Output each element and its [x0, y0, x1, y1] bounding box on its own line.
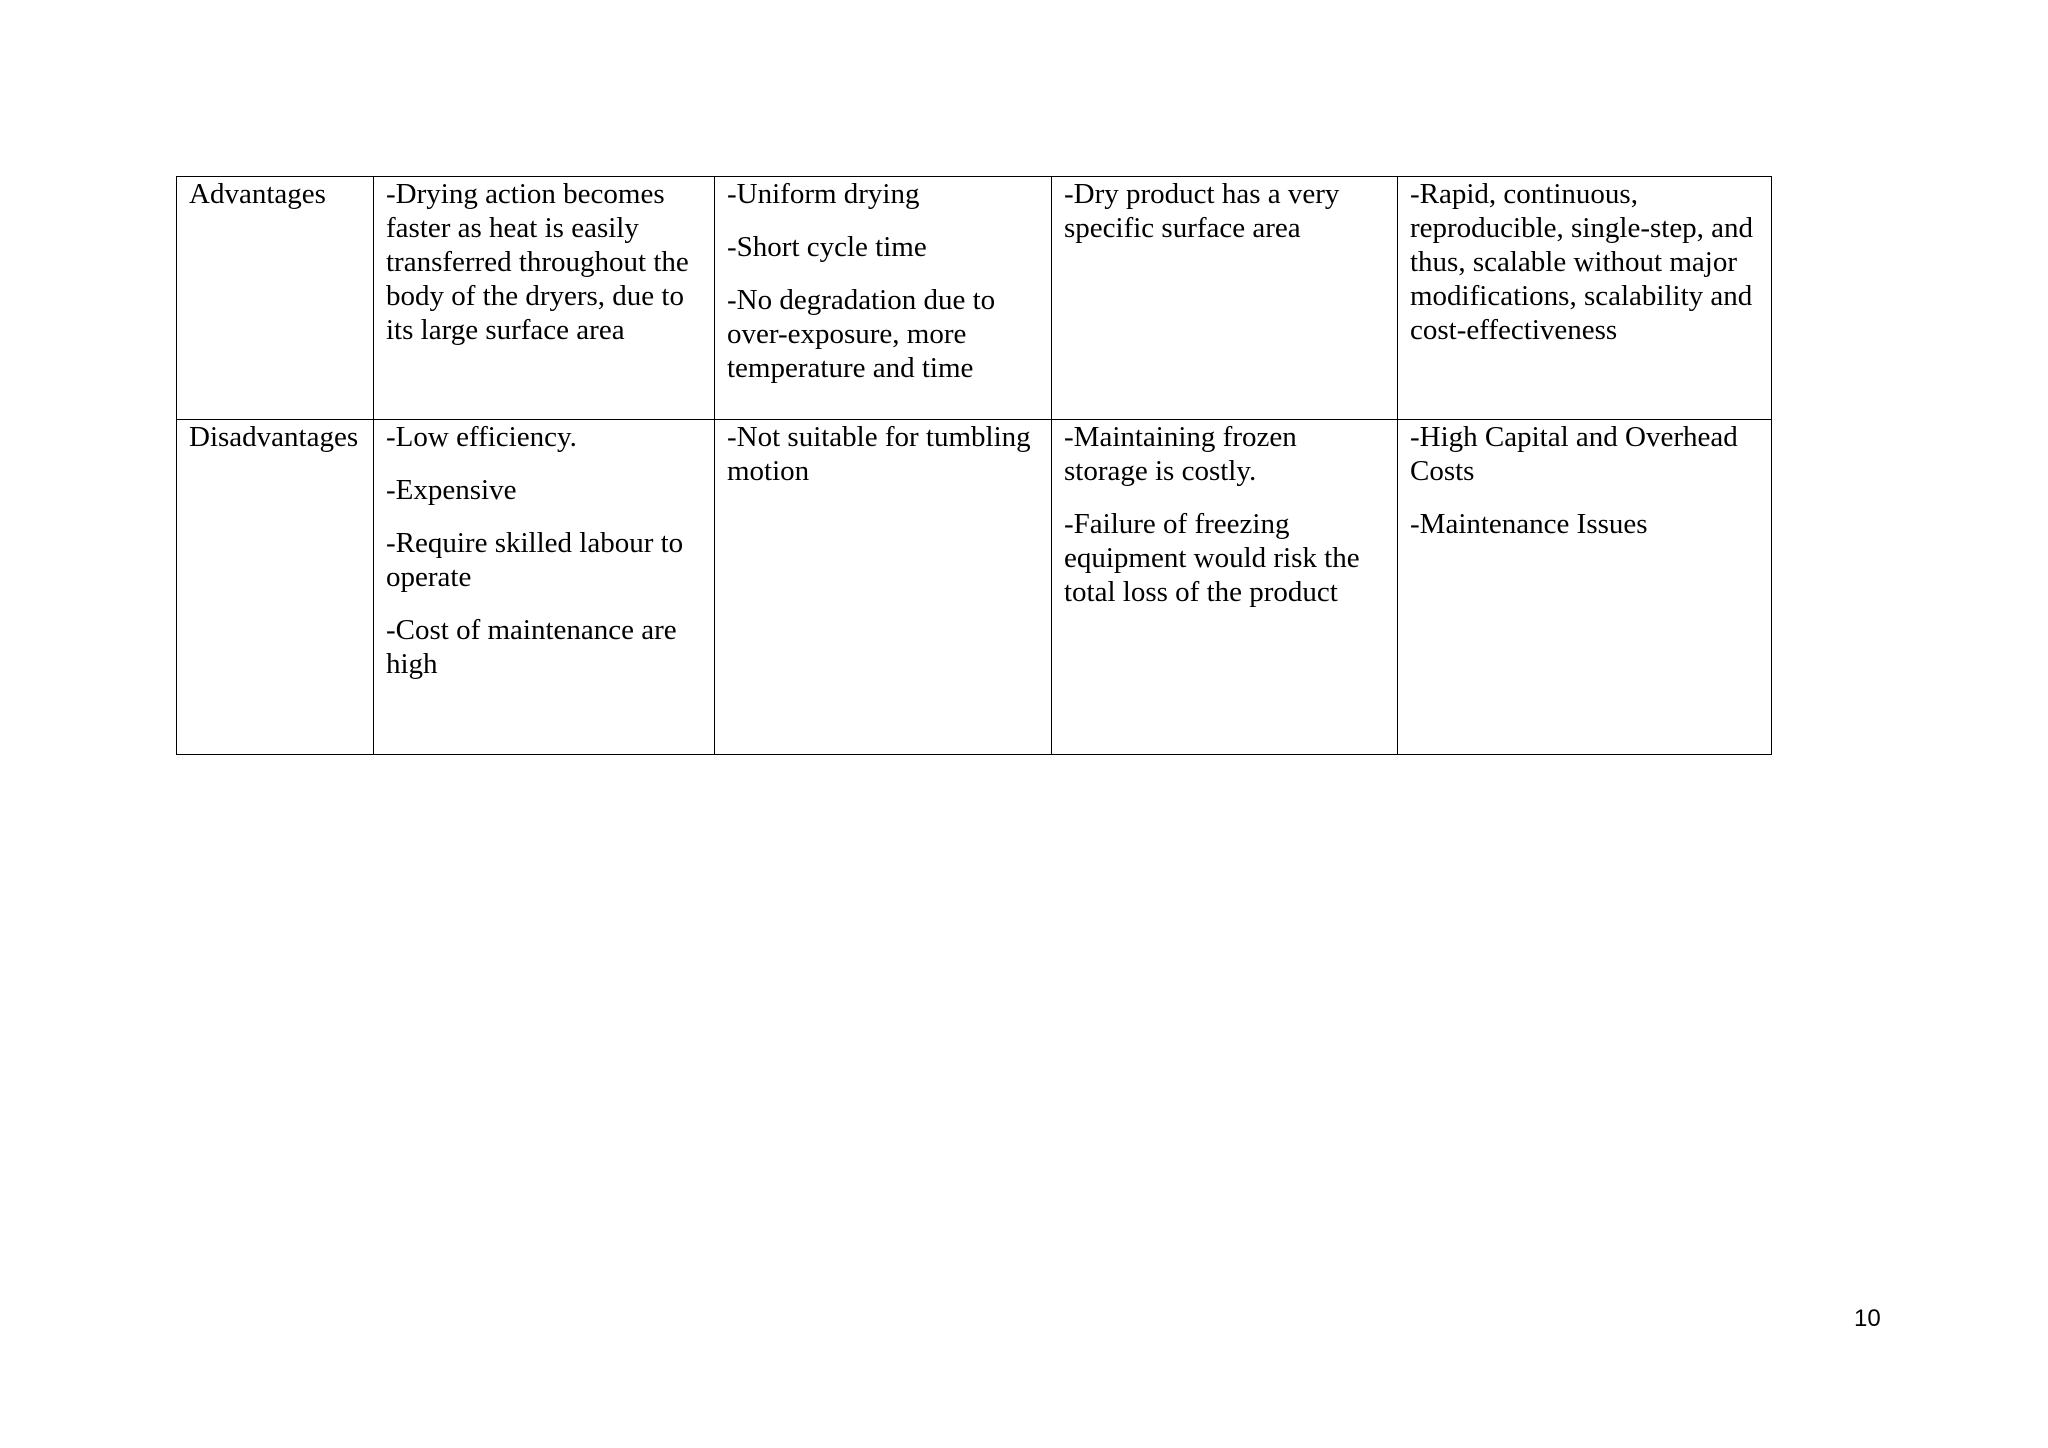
cell-paragraph: -Dry product has a very specific surface area: [1064, 178, 1340, 244]
cell-paragraph: -Maintenance Issues: [1410, 508, 1648, 540]
table-cell: [1398, 177, 1772, 420]
table-cell: [1398, 420, 1772, 755]
row-label-text: Advantages: [189, 178, 326, 210]
page-number: 10: [1854, 1305, 1881, 1332]
table-cell: [374, 420, 715, 755]
cell-paragraph: -Rapid, continuous, reproducible, single-step, and thus, scalable without major modifications, scalability and cost-effectiveness: [1410, 178, 1754, 346]
cell-paragraph: -Not suitable for tumbling motion: [727, 421, 1031, 487]
table-cell: [1052, 420, 1398, 755]
table-cell: [1052, 177, 1398, 420]
table-cell: [374, 177, 715, 420]
table-row-disadvantages: [177, 420, 1772, 755]
cell-paragraph: -Failure of freezing equipment would risk the total loss of the product: [1064, 508, 1360, 608]
table-cell: [715, 420, 1052, 755]
cell-paragraph: -Uniform drying: [727, 178, 920, 210]
cell-paragraph: -Require skilled labour to operate: [386, 527, 684, 593]
cell-paragraph: -High Capital and Overhead Costs: [1410, 421, 1738, 487]
cell-paragraph: -Short cycle time: [727, 231, 927, 263]
cell-paragraph: -Low efficiency.: [386, 421, 577, 453]
cell-paragraph: -Drying action becomes faster as heat is easily transferred throughout the body of the dryers, due to its large surface area: [386, 178, 689, 346]
cell-paragraph: -Expensive: [386, 474, 517, 506]
table-cell: [715, 177, 1052, 420]
cell-paragraph: -Cost of maintenance are high: [386, 614, 677, 680]
row-label-disadvantages: [177, 420, 374, 755]
cell-paragraph: -Maintaining frozen storage is costly.: [1064, 421, 1297, 487]
table-row-advantages: [177, 177, 1772, 420]
row-label-text: Disadvantages: [189, 421, 359, 453]
row-label-advantages: [177, 177, 374, 420]
cell-paragraph: -No degradation due to over-exposure, more temperature and time: [727, 284, 996, 384]
comparison-table: [176, 176, 1772, 755]
